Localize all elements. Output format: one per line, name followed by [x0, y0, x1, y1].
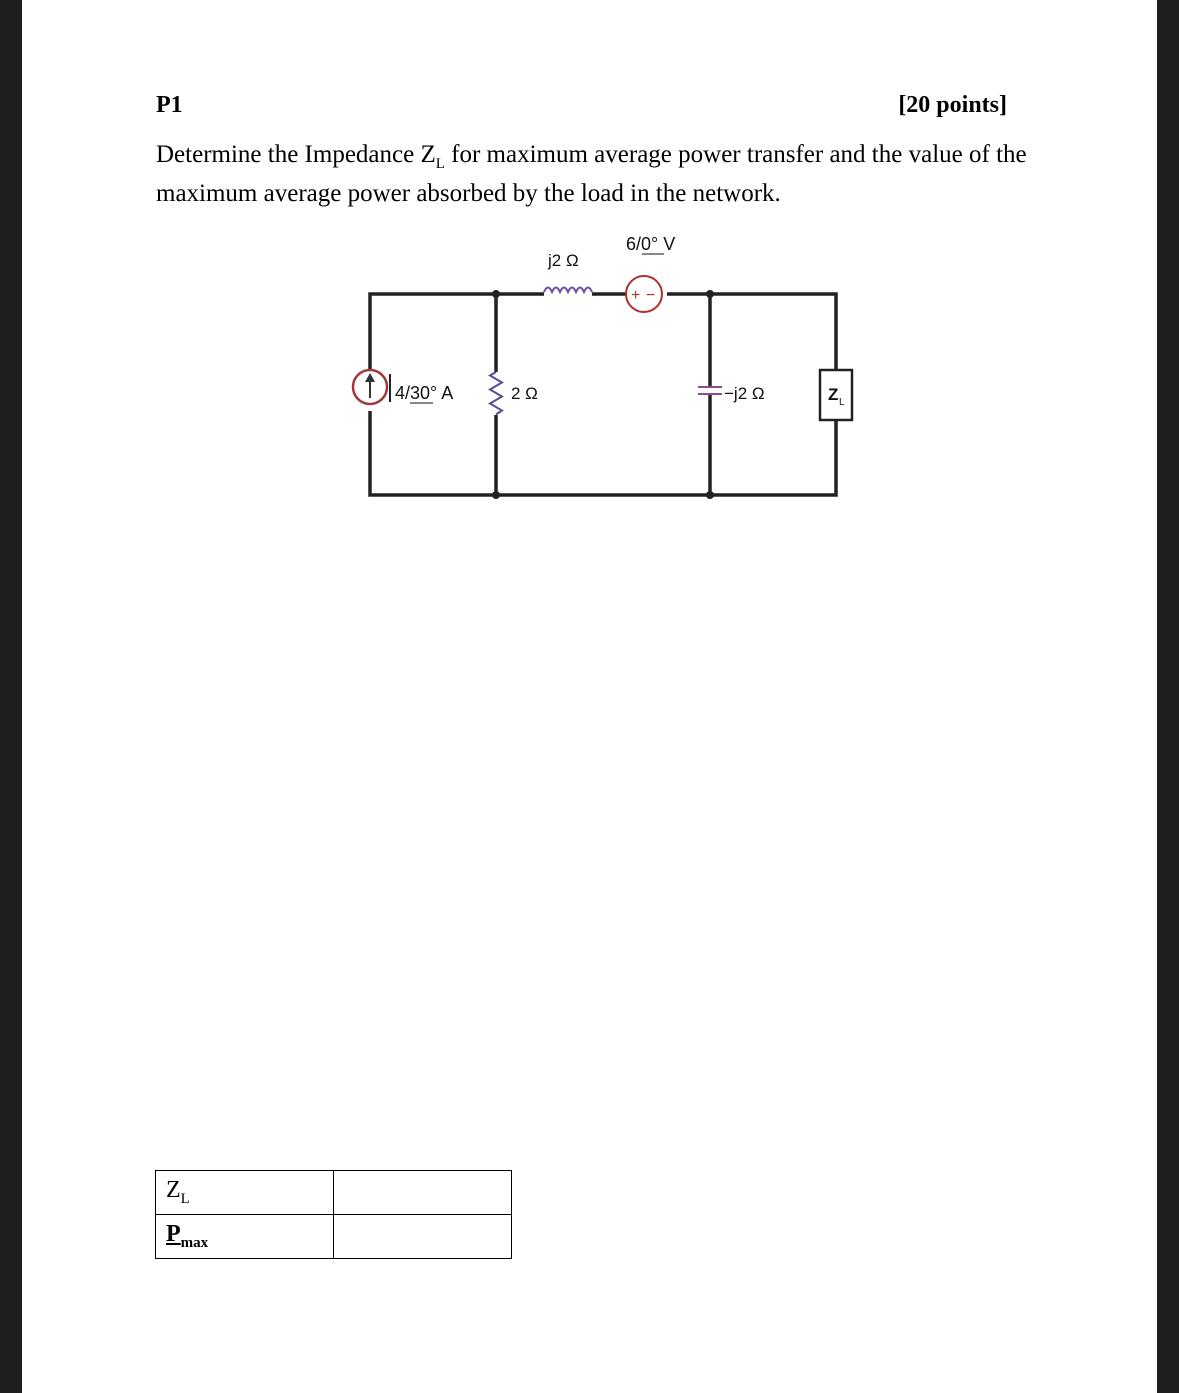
pmax-subscript: max [180, 1234, 209, 1251]
voltage-source-label: 6/0° V [626, 234, 676, 254]
pmax-answer-cell[interactable] [334, 1215, 512, 1259]
inductor-label: j2 Ω [548, 251, 579, 270]
wire-bottom [370, 411, 836, 495]
inductor-symbol [544, 288, 592, 293]
prompt-subscript: L [435, 156, 445, 172]
resistor-label: 2 Ω [511, 384, 538, 403]
zl-label-cell [156, 1171, 334, 1215]
document-page [22, 0, 1157, 1393]
load-subscript: L [839, 397, 845, 408]
zl-label: Z [166, 1177, 181, 1204]
problem-statement [156, 140, 1056, 208]
resistor-symbol [490, 372, 502, 415]
junction-dot [492, 491, 500, 499]
answer-table [155, 1170, 512, 1259]
wire-top-right [667, 294, 836, 370]
voltage-source-minus: − [646, 287, 656, 304]
problem-id: P1 [156, 92, 183, 118]
zl-subscript: L [180, 1190, 190, 1207]
current-source-label: 4/30° A [395, 383, 454, 403]
voltage-source-plus: + [631, 287, 641, 304]
table-row [156, 1215, 512, 1259]
junction-dot [706, 290, 714, 298]
pmax-letter: P [166, 1221, 181, 1248]
points-label: [20 points] [898, 92, 1007, 118]
pmax-label [166, 1221, 209, 1251]
circuit-diagram [322, 222, 882, 512]
load-label: Z [828, 385, 839, 404]
junction-dot [492, 290, 500, 298]
junction-dot [706, 491, 714, 499]
wire-top-left [370, 294, 544, 393]
zl-answer-cell[interactable] [334, 1171, 512, 1215]
capacitor-label: −j2 Ω [724, 384, 765, 403]
table-row [156, 1171, 512, 1215]
prompt-text-start: Determine the Impedance Z [156, 141, 436, 168]
pmax-label-cell [156, 1215, 334, 1259]
prompt-text-end: for maximum average power transfer and the value of the maximum average power absorbed by the load in the network. [156, 141, 1027, 207]
